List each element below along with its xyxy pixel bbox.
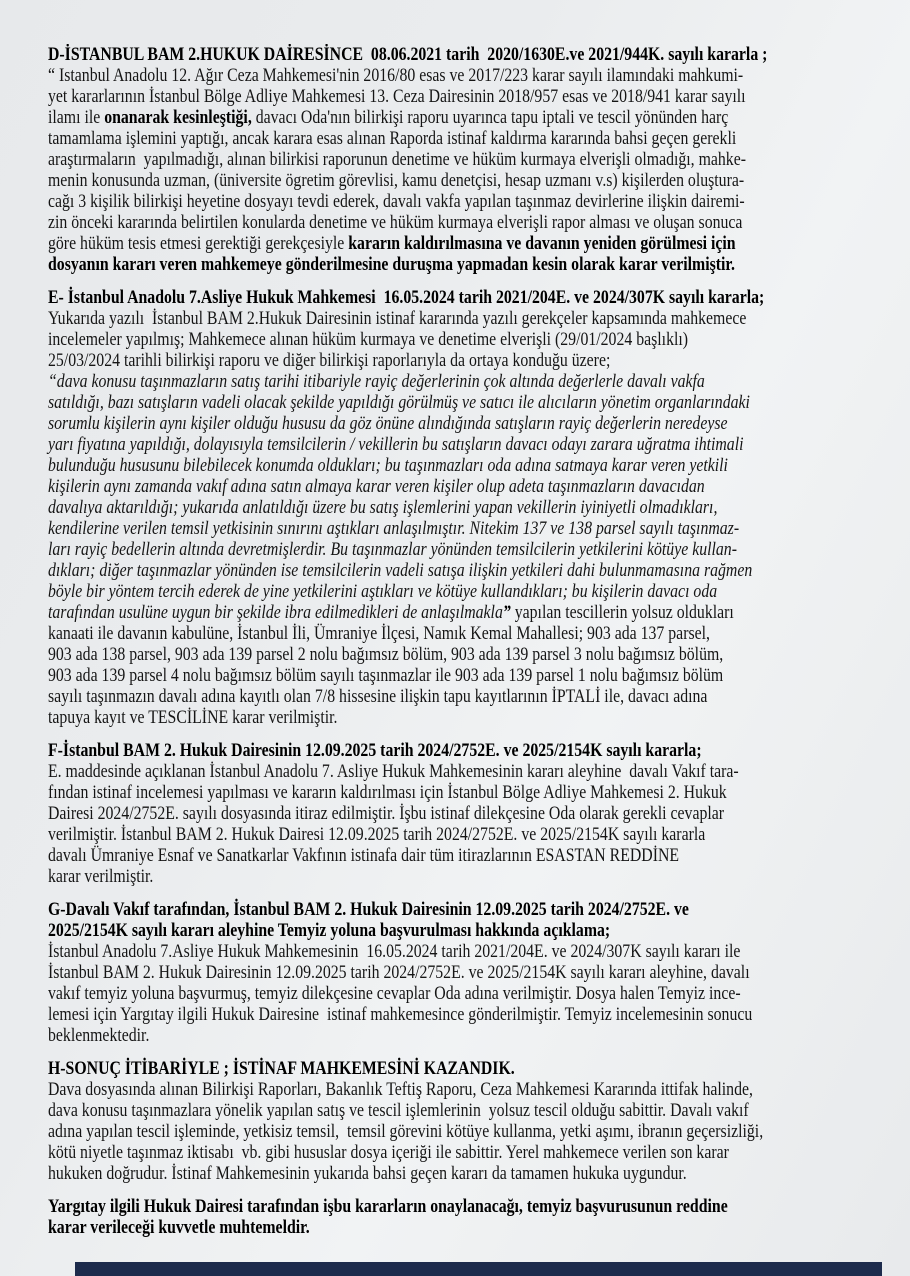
section-d: D-İSTANBUL BAM 2.HUKUK DAİRESİNCE 08.06.2021 tarih 2020/1630E.ve 2021/944K. sayılı kararla ; “ Istanbul Anadolu 12. Ağır Ceza Mahkemesi'nin 2016/80 esas ve 2017/223 karar sayılı ilamındaki mahkumi- yet kararlarının İstanbul Bölge Adliye Mahkemesi 13. Ceza Dairesinin 2018/957 esas ve 2018/941 karar sayılı ilamı ile onanarak kesinleştiği, davacı Oda'nın bilirkişi raporu uyarınca tapu iptali ve tescil yönünden harç tamamlama işlemini yaptığı, ancak karara esas alınan Raporda istinaf kaldırma kararında bahsi geçen gerekli araştırmaların yapılmadığı, alınan bilirkisi raporunun denetime ve hüküm kurmaya elverişli olmadığı, mahke- menin konusunda uzman, (üniversite ögretim görevlisi, kamu denetçisi, hesap uzmanı v.s) kişilerden oluştura- cağı 3 kişilik bilirkişi heyetine dosyayı tevdi ederek, davalı vakfa yapılan taşınmaz devirlerine ilişkin dairemi- zin önceki kararında belirtilen konularda denetime ve hüküm kurmaya elverişli rapor alması ve oluşan sonuca göre hüküm tesis etmesi gerektiği gerekçesiyle kararın kaldırılmasına ve davanın yeniden görülmesi için dosyanın kararı veren mahkemeye gönderilmesine duruşma yapmadan kesin olarak karar verilmiştir.: [48, 44, 768, 275]
section-f: F-İstanbul BAM 2. Hukuk Dairesinin 12.09.2025 tarih 2024/2752E. ve 2025/2154K sayılı kararla; E. maddesinde açıklanan İstanbul Anadolu 7. Asliye Hukuk Mahkemesinin kararı aleyhine davalı Vakıf tara- fından istinaf incelemesi yapılması ve kararın kaldırılması için İstanbul Bölge Adliye Mahkemesi 2. Hukuk Dairesi 2024/2752E. sayılı dosyasında itiraz edilmiştir. İşbu istinaf dilekçesine Oda olarak gerekli cevaplar verilmiştir. İstanbul BAM 2. Hukuk Dairesi 12.09.2025 tarih 2024/2752E. ve 2025/2154K sayılı kararla davalı Ümraniye Esnaf ve Sanatkarlar Vakfının istinafa dair tüm itirazlarının ESASTAN REDDİNE karar verilmiştir.: [48, 740, 739, 887]
section-closing: Yargıtay ilgili Hukuk Dairesi tarafından işbu kararların onaylanacağı, temyiz başvurusunun reddine karar verileceği kuvvetle muhtemeldir.: [48, 1196, 728, 1238]
section-g: G-Davalı Vakıf tarafından, İstanbul BAM 2. Hukuk Dairesinin 12.09.2025 tarih 2024/2752E. ve 2025/2154K sayılı kararı aleyhine Temyiz yoluna başvurulması hakkında açıklama; İstanbul Anadolu 7.Asliye Hukuk Mahkemesinin 16.05.2024 tarih 2021/204E. ve 2024/307K sayılı kararı ile İstanbul BAM 2. Hukuk Dairesinin 12.09.2025 tarih 2024/2752E. ve 2025/2154K sayılı kararı aleyhine, davalı vakıf temyiz yoluna başvurmuş, temyiz dilekçesine cevaplar Oda adına verilmiştir. Dosya halen Temyiz ince- lemesi için Yargıtay ilgili Hukuk Dairesine istinaf mahkemesince gönderilmiştir. Temyiz incelemesinin sonucu beklenmektedir.: [48, 899, 753, 1046]
bottom-edge-bar: [75, 1262, 882, 1276]
section-h: H-SONUÇ İTİBARİYLE ; İSTİNAF MAHKEMESİNİ KAZANDIK. Dava dosyasında alınan Bilirkişi Raporları, Bakanlık Teftiş Raporu, Ceza Mahkemesi Kararında ittifak halinde, dava konusu taşınmazlara yönelik yapılan satış ve tescil işlemlerinin yolsuz tescil olduğu sabittir. Davalı vakıf adına yapılan tescil işleminde, yetkisiz temsil, temsil görevini kötüye kullanma, yetki aşımı, ibranın geçersizliği, kötü niyetle taşınmaz iktisabı vb. gibi hususlar dosya içeriği ile sabittir. Yerel mahkemece verilen son karar hukuken doğrudur. İstinaf Mahkemesinin yukarıda bahsi geçen kararı da tamamen hukuka uygundur.: [48, 1058, 764, 1184]
document-page: [48, 44, 880, 1250]
section-e: E- İstanbul Anadolu 7.Asliye Hukuk Mahkemesi 16.05.2024 tarih 2021/204E. ve 2024/307K sayılı kararla; Yukarıda yazılı İstanbul BAM 2.Hukuk Dairesinin istinaf kararında yazılı gerekçeler kapsamında mahkemece incelemeler yapılmış; Mahkemece alınan hüküm kurmaya ve denetime elverişli (29/01/2024 başlıklı) 25/03/2024 tarihli bilirkişi raporu ve diğer bilirkişi raporlarıyla da ortaya konduğu üzere; “dava konusu taşınmazların satış tarihi itibariyle rayiç değerlerinin çok altında değerlerle davalı vakfa satıldığı, bazı satışların vadeli olacak şekilde yapıldığı görülmüş ve satıcı ile alıcıların yönetim organlarındaki sorumlu kişilerin aynı kişiler olduğu hususu da göz önüne alındığında satışların rayiç değerlerin neredeyse yarı fiyatına yapıldığı, dolayısıyla temsilcilerin / vekillerin bu satışların davacı odayı zarara uğratma ihtimali bulunduğu hususunu bilebilecek konumda oldukları; bu taşınmazları oda adına satmaya karar veren yetkili kişilerin aynı zamanda vakıf adına satın almaya karar veren kişiler olup adeta taşınmazların davacıdan davalıya aktarıldığı; yukarıda anlatıldığı üzere bu satış işlemlerini yapan vekillerin iyiniyetli olmadıkları, kendilerine verilen temsil yetkisinin sınırını aştıkları anlaşılmıştır. Nitekim 137 ve 138 parsel sayılı taşınmaz- ları rayiç bedellerin altında devretmişlerdir. Bu taşınmazlar yönünden temsilcilerin yetkilerini kötüye kullan- dıkları; diğer taşınmazlar yönünden ise temsilcilerin vadeli satışa ilişkin yetkileri dahi bulunmamasına rağmen böyle bir yöntem tercih ederek de yine yetkilerini aştıkları ve kötüye kullandıkları; bu kişilerin davacı oda tarafından usulüne uygun bir şekilde ibra edilmedikleri de anlaşılmakla” yapılan tescillerin yolsuz oldukları kanaati ile davanın kabulüne, İstanbul İli, Ümraniye İlçesi, Namık Kemal Mahallesi; 903 ada 137 parsel, 903 ada 138 parsel, 903 ada 139 parsel 2 nolu bağımsız bölüm, 903 ada 139 parsel 3 nolu bağımsız bölüm, 903 ada 139 parsel 4 nolu bağımsız bölüm sayılı taşınmazlar ile 903 ada 139 parsel 1 nolu bağımsız bölüm sayılı taşınmazın davalı adına kayıtlı olan 7/8 hissesine ilişkin tapu kayıtlarının İPTALİ ile, davacı adına tapuya kayıt ve TESCİLİNE karar verilmiştir.: [48, 287, 765, 728]
